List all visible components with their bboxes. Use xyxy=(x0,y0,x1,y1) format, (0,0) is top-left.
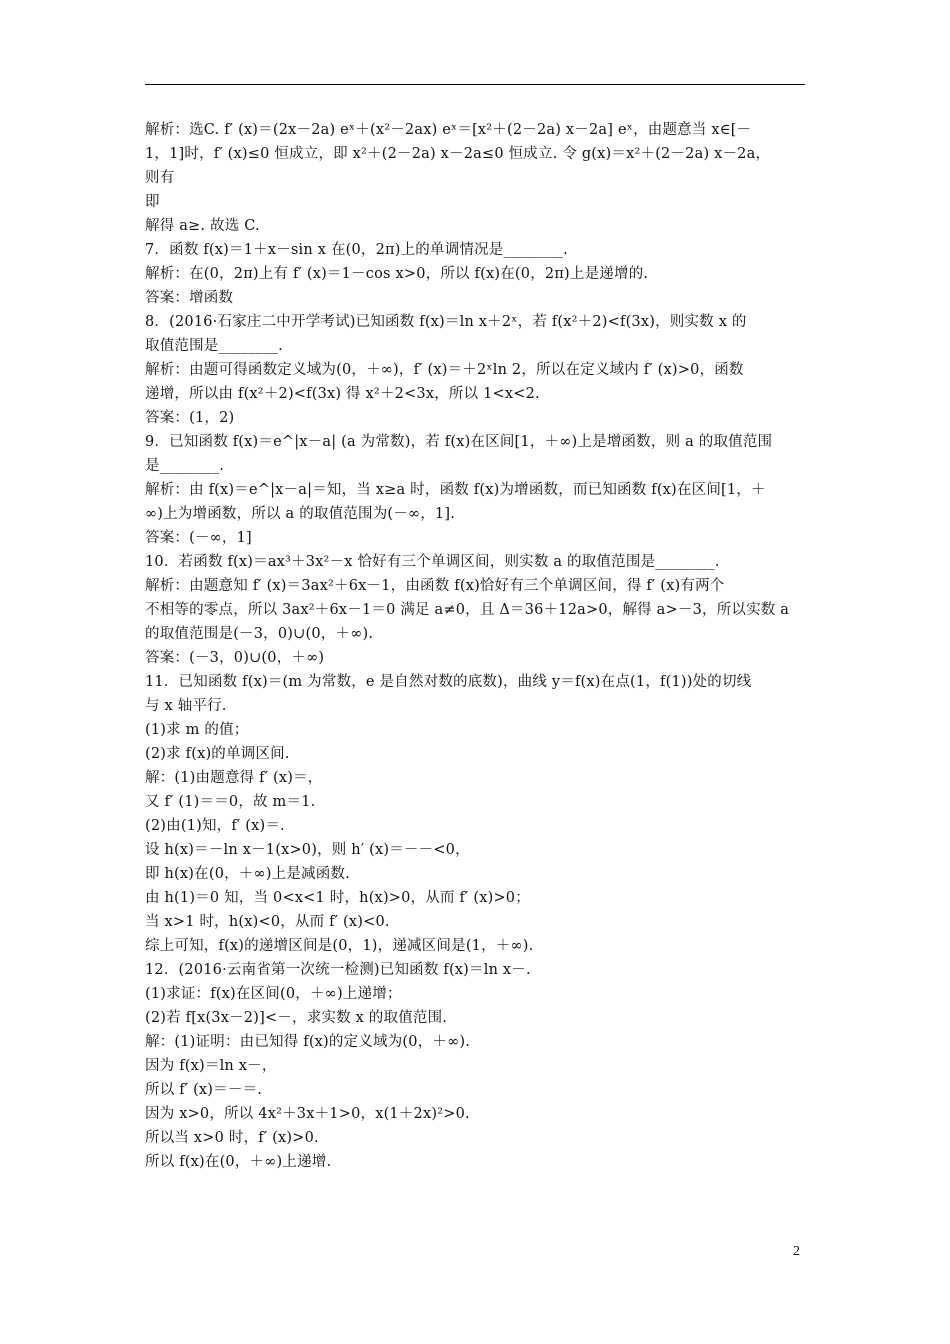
text-line: 所以当 x>0 时，f′ (x)>0. xyxy=(145,1130,319,1146)
text-line: 12．(2016·云南省第一次统一检测)已知函数 f(x)＝ln x－. xyxy=(145,962,531,978)
text-line: 由 h(1)＝0 知，当 0<x<1 时，h(x)>0，从而 f′ (x)>0； xyxy=(145,890,530,906)
text-line: 9．已知函数 f(x)＝e^|x－a| (a 为常数)，若 f(x)在区间[1，＋∞)上是增函数，则 a 的取值范围 xyxy=(145,434,773,450)
solution-text-body xyxy=(145,118,807,1174)
text-line: (1)求 m 的值； xyxy=(145,722,249,738)
text-line: 因为 x>0，所以 4x²＋3x＋1>0，x(1＋2x)²>0. xyxy=(145,1106,470,1122)
text-line: 因为 f(x)＝ln x－， xyxy=(145,1058,277,1074)
text-line: 又 f′ (1)＝＝0，故 m＝1. xyxy=(145,794,316,810)
text-line: 当 x>1 时，h(x)<0，从而 f′ (x)<0. xyxy=(145,914,390,930)
text-line: 解析：由题可得函数定义域为(0，＋∞)，f′ (x)＝＋2ˣln 2，所以在定义域内 f′ (x)>0，函数 xyxy=(145,362,744,378)
text-line: 则有 xyxy=(145,170,175,186)
text-line: 递增，所以由 f(x²＋2)<f(3x) 得 x²＋2<3x，所以 1<x<2. xyxy=(145,386,540,402)
text-line: 7．函数 f(x)＝1＋x－sin x 在(0，2π)上的单调情况是________. xyxy=(145,242,568,258)
text-line: 解析：选C. f′ (x)＝(2x－2a) eˣ＋(x²－2ax) eˣ＝[x²＋(2－2a) x－2a] eˣ，由题意当 x∈[－ xyxy=(145,122,752,138)
text-line: 取值范围是________. xyxy=(145,338,283,354)
text-line: 答案：(－3，0)∪(0，＋∞) xyxy=(145,650,325,666)
text-line: 10．若函数 f(x)＝ax³＋3x²－x 恰好有三个单调区间，则实数 a 的取值范围是________. xyxy=(145,554,720,570)
text-line: 答案：(－∞，1] xyxy=(145,530,252,546)
text-line: 所以 f(x)在(0，＋∞)上递增. xyxy=(145,1154,332,1170)
text-line: 即 h(x)在(0，＋∞)上是减函数. xyxy=(145,866,350,882)
text-line: 解得 a≥. 故选 C. xyxy=(145,218,260,234)
text-line: (2)求 f(x)的单调区间. xyxy=(145,746,290,762)
text-line: (2)若 f[x(3x－2)]<－，求实数 x 的取值范围. xyxy=(145,1010,448,1026)
text-line: 的取值范围是(－3，0)∪(0，＋∞). xyxy=(145,626,374,642)
text-line: 不相等的零点，所以 3ax²＋6x－1＝0 满足 a≠0，且 Δ＝36＋12a>0，解得 a>－3，所以实数 a xyxy=(145,602,790,618)
text-line: 综上可知，f(x)的递增区间是(0，1)，递减区间是(1，＋∞). xyxy=(145,938,534,954)
text-line: 与 x 轴平行. xyxy=(145,698,227,714)
text-line: (1)求证：f(x)在区间(0，＋∞)上递增； xyxy=(145,986,402,1002)
text-line: 是________. xyxy=(145,458,225,474)
text-line: 解析：在(0，2π)上有 f′ (x)＝1－cos x>0，所以 f(x)在(0，2π)上是递增的. xyxy=(145,266,649,282)
text-line: 解析：由题意知 f′ (x)＝3ax²＋6x－1，由函数 f(x)恰好有三个单调区间，得 f′ (x)有两个 xyxy=(145,578,725,594)
text-line: 解：(1)由题意得 f′ (x)＝， xyxy=(145,770,323,786)
text-line: 答案：增函数 xyxy=(145,290,234,306)
text-line: 解析：由 f(x)＝e^|x－a|＝知，当 x≥a 时，函数 f(x)为增函数，而已知函数 f(x)在区间[1，＋ xyxy=(145,482,766,498)
text-line: 设 h(x)＝－ln x－1(x>0)，则 h′ (x)＝－－<0， xyxy=(145,842,470,858)
text-line: 答案：(1，2) xyxy=(145,410,235,426)
text-line: (2)由(1)知，f′ (x)＝. xyxy=(145,818,285,834)
page-number: 2 xyxy=(793,1244,800,1259)
text-line: ∞)上为增函数，所以 a 的取值范围为(－∞，1]. xyxy=(145,506,456,522)
text-line: 8．(2016·石家庄二中开学考试)已知函数 f(x)＝ln x＋2ˣ，若 f(x²＋2)<f(3x)，则实数 x 的 xyxy=(145,314,747,330)
text-line: 解：(1)证明：由已知得 f(x)的定义域为(0，＋∞). xyxy=(145,1034,471,1050)
header-rule xyxy=(145,84,805,85)
text-line: 1，1]时，f′ (x)≤0 恒成立，即 x²＋(2－2a) x－2a≤0 恒成立. 令 g(x)＝x²＋(2－2a) x－2a， xyxy=(145,146,771,162)
text-line: 所以 f′ (x)＝－＝. xyxy=(145,1082,263,1098)
text-line: 11．已知函数 f(x)＝(m 为常数，e 是自然对数的底数)，曲线 y＝f(x)在点(1，f(1))处的切线 xyxy=(145,674,752,690)
text-line: 即 xyxy=(145,194,160,210)
